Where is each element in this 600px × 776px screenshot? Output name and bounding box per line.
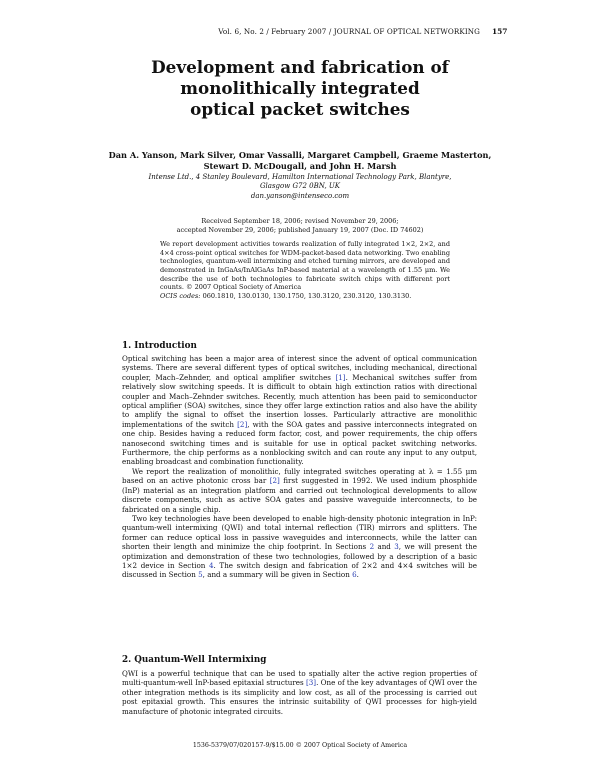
received-dates: [120, 217, 480, 235]
paragraph: [122, 354, 477, 467]
text-run: , we will present the optimization and demonstration of these two technologies, followed by a description of a basic 1×2 device in Section: [122, 542, 477, 570]
reference-link[interactable]: 3: [394, 542, 399, 552]
text-run: We report the realization of monolithic, fully integrated switches operating at λ = 1.55 μm based on an active photonic cross bar: [122, 466, 477, 486]
reference-link[interactable]: 2: [369, 542, 375, 552]
text-run: , with the SOA gates and passive interconnects integrated on one chip. Besides having a reduced form factor, cost, and power requirements, the chip offers nanosecond switching times and is suitable for use in optical packet switching networks. Furthermore, the chip performs as a nonblocking switch and can route any input to any output, enabling broadcast and combination functionality.: [122, 419, 477, 467]
running-head: Vol. 6, No. 2 / February 2007 / JOURNAL OF OPTICAL NETWORKING: [218, 27, 480, 36]
reference-link[interactable]: 5: [198, 570, 203, 580]
text-run: Optical switching has been a major area of interest since the advent of optical communication systems. There are several different types of optical switches, including mechanical, directional coupler, Mach–Zehnder, and optical amplifier switches: [122, 354, 477, 382]
ocis-codes-list: 060.1810, 130.0130, 130.1750, 130.3120, 230.3120, 130.3130.: [202, 291, 412, 300]
reference-link[interactable]: 4: [208, 560, 214, 570]
abstract-text: We report development activities towards realization of fully integrated 1×2, 2×2, and 4×4 cross-point optical switches for WDM-packet-based data networking. Two enabling technologies, quantum-well intermixing and etched turning mirrors, are developed and demonstrated in InGaAs/InAlGaAs InP-based material at a wavelength of 1.55 μm. We describe the use of both technologies to fabricate switch chips with different port counts. © 2007 Optical Society of America: [160, 240, 450, 292]
introduction-body: [122, 354, 477, 580]
paragraph: [122, 514, 477, 580]
author-email[interactable]: dan.yanson@intenseco.com: [250, 191, 350, 200]
text-run: Two key technologies have been developed to enable high-density photonic integration in InP: quantum-well intermixing (QWI) and total internal reflection (TIR) mirrors and splitters. The former can reduce optical loss in passive waveguides and interconnects, while the latter can shorten their length and minimize the chip footprint. In Sections: [122, 513, 477, 552]
reference-link[interactable]: 6: [352, 570, 357, 580]
affiliation-line: Glasgow G72 0BN, UK: [259, 182, 341, 191]
author-list: Dan A. Yanson, Mark Silver, Omar Vassalli, Margaret Campbell, Graeme Masterton, Stewart D. McDougall, and John H. Marsh: [108, 150, 492, 171]
affiliation: [120, 173, 480, 201]
text-run: QWI is a powerful technique that can be used to spatially alter the active region properties of multi-quantum-well InP-based epitaxial structures: [122, 669, 477, 688]
paragraph: [122, 467, 477, 514]
qwi-body: [122, 669, 477, 716]
title-line: Development and fabrication of: [151, 57, 449, 77]
reference-link[interactable]: [2]: [237, 419, 248, 429]
title-line: optical packet switches: [190, 99, 410, 119]
section-heading-introduction: 1. Introduction: [122, 341, 197, 351]
reference-link[interactable]: [2]: [269, 476, 280, 486]
text-run: .: [356, 570, 359, 580]
reference-link[interactable]: [3]: [305, 678, 317, 688]
text-run: . Mechanical switches suffer from relatively slow switching speeds. It is difficult to obtain high extinction ratios with directional coupler and Mach–Zehnder switches. Recently, much attention has been paid to semiconductor optical amplifier (SOA) switches, since they offer large extinction ratios and also have the ability to amplify the signal to offset the insertion losses. Particularly attractive are monolithic implementations of the switch: [122, 372, 478, 429]
paragraph: [122, 669, 477, 716]
abstract: [160, 240, 450, 301]
ocis-codes-label: OCIS codes:: [160, 291, 201, 300]
affiliation-line: Intense Ltd., 4 Stanley Boulevard, Hamilton International Technology Park, Blantyre,: [148, 173, 452, 181]
reference-link[interactable]: [1]: [335, 372, 346, 382]
received-line: Received September 18, 2006; revised November 29, 2006;: [201, 217, 399, 225]
footer-copyright: 1536-5379/07/020157-9/$15.00 © 2007 Optical Society of America: [192, 742, 408, 749]
ocis-codes: [160, 292, 450, 301]
text-run: first suggested in 1992. We used indium phosphide (InP) material as an integration platform and carried out technological developments to allow discrete components, such as active SOA gates and passive waveguide interconnects, to be fabricated on a single chip.: [122, 476, 477, 514]
text-run: . One of the key advantages of QWI over the other integration methods is its simplicity and low cost, as all of the processing is carried out post epitaxial growth. This ensures the intrinsic suitability of QWI processes for high-yield manufacture of photonic integrated circuits.: [122, 678, 478, 716]
text-run: . The switch design and fabrication of 2×2 and 4×4 switches will be discussed in Section: [122, 560, 477, 580]
page-number: 157: [492, 27, 508, 36]
paper-title: [100, 57, 500, 120]
section-heading-qwi: 2. Quantum-Well Intermixing: [122, 655, 267, 665]
text-run: , and a summary will be given in Section: [202, 570, 353, 580]
text-run: and: [374, 542, 395, 552]
received-line: accepted November 29, 2006; published January 19, 2007 (Doc. ID 74602): [176, 225, 424, 234]
title-line: monolithically integrated: [180, 78, 420, 98]
